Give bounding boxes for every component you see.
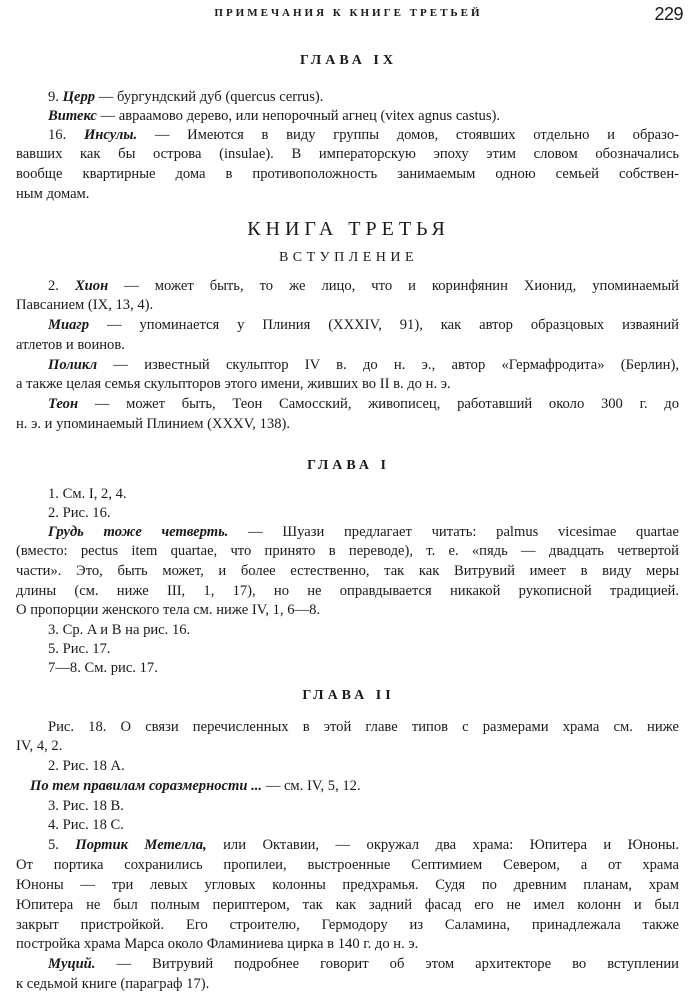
note-line: атлетов и воинов. — [16, 337, 125, 353]
note-term: Миагр — [48, 317, 90, 333]
note-line: 1. См. I, 2, 4. — [48, 486, 127, 502]
note-line: Юноны — три левых угловых колонны предхрамья. Судя по древним планам, храм — [16, 877, 679, 893]
note-line: а также целая семья скульпторов этого имени, живших во II в. до н. э. — [16, 376, 451, 392]
note-term: Церр — [62, 89, 96, 105]
note-term: Теон — [48, 396, 79, 412]
page-number: 229 — [654, 4, 683, 24]
note-line — [48, 88, 679, 106]
book-heading: КНИГА ТРЕТЬЯ — [247, 218, 450, 240]
note-text: — известный скульптор IV в. до н. э., автор «Гермафродита» (Берлин), — [113, 357, 679, 373]
note-line — [48, 277, 679, 295]
note-line: ным домам. — [16, 186, 90, 202]
note-line — [48, 836, 679, 854]
note-text: — может быть, то же лицо, что и коринфянин Хионид, упоминаемый — [124, 278, 679, 294]
note-line: О пропорции женского тела см. ниже IV, 1, 6—8. — [16, 602, 321, 618]
note-term: Муций. — [48, 956, 96, 972]
note-number: 16. — [48, 127, 67, 143]
note-term: Витекс — [48, 108, 97, 124]
note-text: — Шуази предлагает читать: palmus vicesimae quartae — [248, 524, 679, 540]
note-term: Хион — [74, 278, 109, 294]
note-term: По тем правилам соразмерности ... — [30, 778, 263, 794]
note-line: 3. Рис. 18 B. — [48, 798, 124, 814]
note-term: Инсулы. — [83, 127, 138, 143]
note-text: — бургундский дуб (quercus cerrus). — [98, 89, 324, 105]
note-line: вообще квартирные дома в противоположность занимаемым одною семьей собствен- — [16, 166, 679, 182]
note-line: длины (см. ниже III, 1, 17), но не оправдывается никакой рукописной традицией. — [16, 583, 679, 599]
note-text: — Имеются в виду группы домов, стоявших отдельно и образо- — [154, 127, 680, 143]
note-line: части». Это, быть может, и более естественно, так как Витрувий имеет в виду меры — [16, 563, 679, 579]
note-text: или Октавии, — окружал два храма: Юпитера и Юноны. — [223, 837, 679, 853]
note-line: закрыт пристройкой. Его строителю, Гермодору из Саламина, принадлежала также — [16, 917, 679, 933]
note-term: Поликл — [48, 357, 98, 373]
note-line: 3. Ср. A и B на рис. 16. — [48, 622, 191, 638]
chapter-heading: ГЛАВА I — [307, 458, 390, 473]
note-line — [48, 107, 679, 125]
note-line: 2. Рис. 18 A. — [48, 758, 125, 774]
note-line: постройка храма Марса около Фламиниева цирка в 140 г. до н. э. — [16, 936, 419, 952]
note-line: Рис. 18. О связи перечисленных в этой главе типов с размерами храма см. ниже — [48, 719, 679, 735]
note-line — [48, 126, 679, 144]
note-line: к седьмой книге (параграф 17). — [16, 976, 210, 992]
note-line — [48, 955, 679, 973]
note-text: — авраамово дерево, или непорочный агнец (vitex agnus castus). — [100, 108, 501, 124]
section-heading: ВСТУПЛЕНИЕ — [278, 250, 419, 265]
note-line: 4. Рис. 18 C. — [48, 817, 124, 833]
note-number: 2. — [48, 278, 59, 294]
note-term: Грудь тоже четверть. — [48, 524, 229, 540]
note-text: — Витрувий подробнее говорит об этом архитекторе во вступлении — [116, 956, 679, 972]
note-line: 2. Рис. 16. — [48, 505, 111, 521]
note-line — [48, 316, 679, 334]
note-line — [48, 395, 679, 413]
note-line: 5. Рис. 17. — [48, 641, 111, 657]
note-line — [48, 356, 679, 374]
chapter-heading: ГЛАВА II — [302, 688, 395, 703]
note-text: — упоминается у Плиния (XXXIV, 91), как автор образцовых изваяний — [107, 317, 679, 333]
chapter-heading: ГЛАВА IX — [300, 53, 397, 68]
note-number: 9. — [48, 89, 59, 105]
note-line: От портика сохранились пропилеи, выстроенные Септимием Севером, а от храма — [16, 857, 679, 873]
note-line: 7—8. См. рис. 17. — [48, 660, 158, 676]
note-line — [30, 777, 693, 795]
note-line: вавших как бы острова (insulae). В императорскую эпоху этим словом обозначались — [16, 146, 679, 162]
note-line: IV, 4, 2. — [16, 738, 63, 754]
note-line: Юпитера не был полным периптером, так как задний фасад его не имел колонн и был — [16, 897, 679, 913]
note-text: — см. IV, 5, 12. — [265, 778, 361, 794]
running-head: ПРИМЕЧАНИЯ К КНИГЕ ТРЕТЬЕЙ — [214, 7, 483, 19]
note-number: 5. — [48, 837, 59, 853]
note-line — [48, 523, 679, 541]
note-term: Портик Метелла, — [75, 837, 207, 853]
note-line: Павсанием (IX, 13, 4). — [16, 297, 154, 313]
note-line: н. э. и упоминаемый Плинием (XXXV, 138). — [16, 416, 291, 432]
note-text: — может быть, Теон Самосский, живописец, работавший около 300 г. до — [94, 396, 679, 412]
note-line: (вместо: pectus item quartae, что принято в переводе), т. е. «пядь — двадцать четвертой — [16, 543, 679, 559]
